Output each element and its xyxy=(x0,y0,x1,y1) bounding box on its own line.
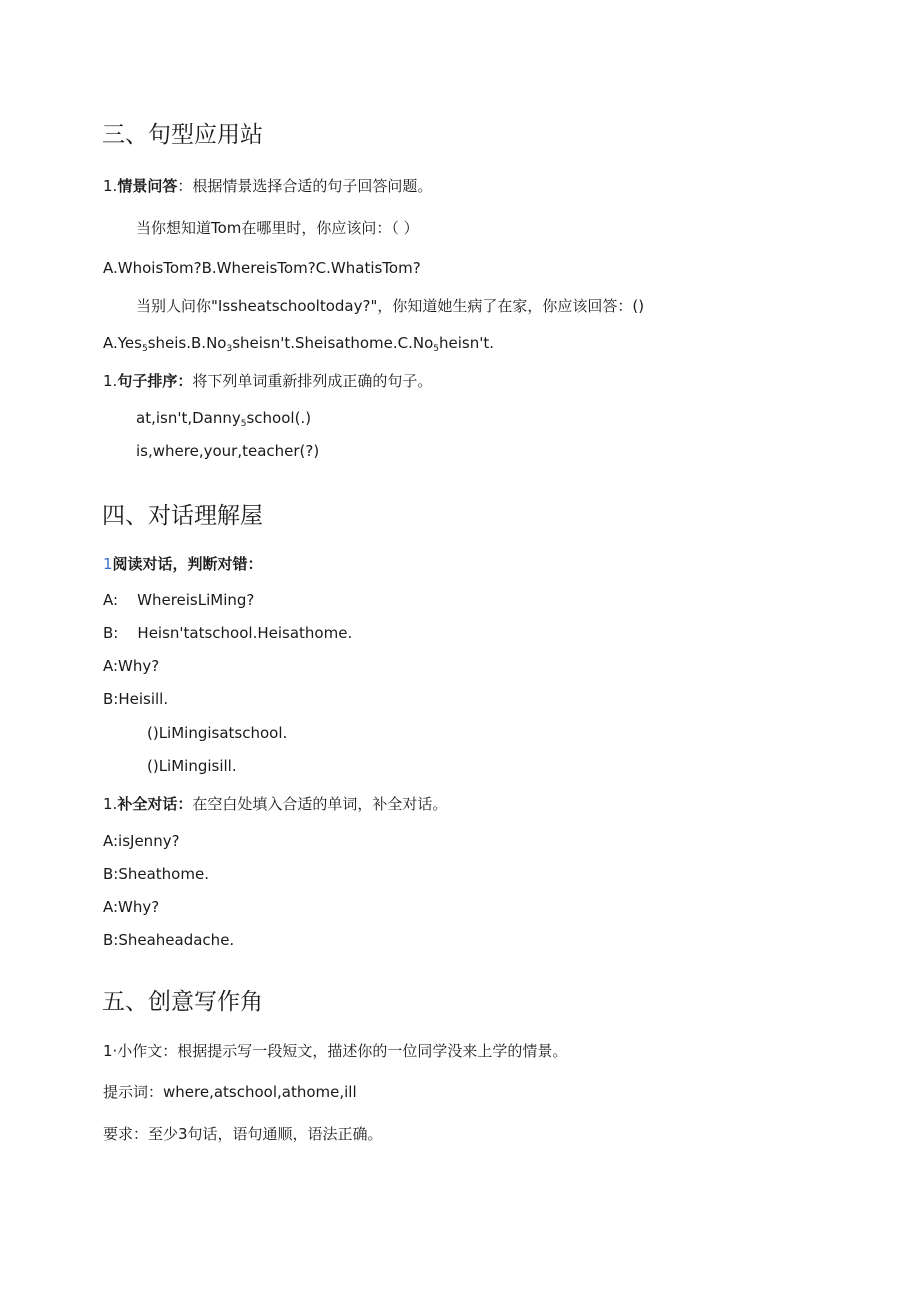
judgment-item-2: ()LiMingisill. xyxy=(147,757,237,775)
question-title: 补全对话： xyxy=(117,795,193,813)
ordering-item-2: is,where,your,teacher(?) xyxy=(136,442,320,460)
option-subscript: 5 xyxy=(141,344,148,354)
question-number: 1. xyxy=(103,372,118,390)
dialogue-line-2: B: Heisn'tatschool.Heisathome. xyxy=(103,624,353,642)
option-text: A.Yes xyxy=(103,334,142,352)
question-completion xyxy=(103,794,447,814)
question-instruction: 在空白处填入合适的单词，补全对话。 xyxy=(192,795,448,813)
ordering-text: at,isn't,Danny xyxy=(136,409,241,427)
option-subscript: 3 xyxy=(226,344,233,354)
question-instruction: ：根据情景选择合适的句子回答问题。 xyxy=(177,177,433,195)
options-1: A.WhoisTom?B.WhereisTom?C.WhatisTom? xyxy=(103,259,421,277)
question-number: 1. xyxy=(103,177,118,195)
ordering-text: school(.) xyxy=(246,409,312,427)
section-heading-5: 五、创意写作角 xyxy=(102,989,263,1015)
question-ordering xyxy=(103,371,432,391)
section-heading-4: 四、对话理解屋 xyxy=(102,503,263,529)
dialogue-line-4: B:Heisill. xyxy=(103,690,169,708)
question-instruction: 将下列单词重新排列成正确的句子。 xyxy=(192,372,433,390)
completion-line-3: A:Why? xyxy=(103,898,160,916)
section-heading-3: 三、句型应用站 xyxy=(102,122,263,148)
completion-line-2: B:Sheathome. xyxy=(103,865,209,883)
option-text: heisn't. xyxy=(439,334,495,352)
options-2 xyxy=(103,333,494,353)
question-title: 情景问答 xyxy=(117,177,178,195)
writing-task: 1·小作文：根据提示写一段短文，描述你的一位同学没来上学的情景。 xyxy=(103,1042,568,1060)
question-title: 句子排序： xyxy=(117,372,193,390)
situation-2: 当别人问你"Issheatschooltoday?"，你知道她生病了在家，你应该回答：() xyxy=(136,297,645,315)
question-number: 1 xyxy=(103,555,113,573)
dialogue-line-3: A:Why? xyxy=(103,657,160,675)
option-subscript: 5 xyxy=(433,344,440,354)
judgment-item-1: ()LiMingisatschool. xyxy=(147,724,288,742)
question-title: 阅读对话，判断对错： xyxy=(112,555,263,573)
completion-line-1: A:isJenny? xyxy=(103,832,180,850)
ordering-subscript: 5 xyxy=(240,419,247,429)
completion-line-4: B:Sheaheadache. xyxy=(103,931,235,949)
question-number: 1. xyxy=(103,795,118,813)
question-reading xyxy=(103,554,263,574)
dialogue-line-1: A: WhereisLiMing? xyxy=(103,591,255,609)
option-text: sheis.B.No xyxy=(147,334,227,352)
situation-1: 当你想知道Tom在哪里时，你应该问：（ ） xyxy=(136,219,419,237)
option-text: sheisn't.Sheisathome.C.No xyxy=(232,334,434,352)
question-situational xyxy=(103,176,432,196)
writing-hints: 提示词：where,atschool,athome,ill xyxy=(103,1083,357,1101)
ordering-item-1 xyxy=(136,408,311,428)
writing-requirements: 要求：至少3句话，语句通顺，语法正确。 xyxy=(103,1125,383,1143)
